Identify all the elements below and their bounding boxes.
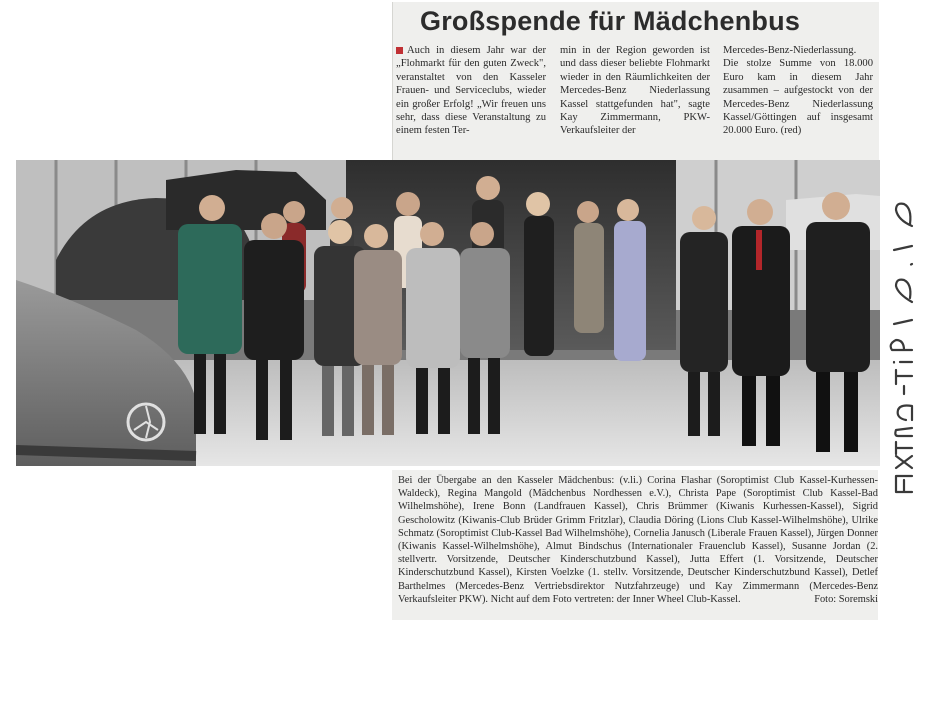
article-column-3: Mercedes-Benz-Niederlassung. Die stolze Summe von 18.000 Euro kam in diesem Jahr zusammen – aufgestockt von der Mercedes-Benz Niederlassung Kassel/Göttingen auf insgesamt 20.000 Euro. (red) (723, 45, 873, 137)
article-column-2: min in der Region geworden ist und dass dieser beliebte Flohmarkt wieder in den Räumlichkeiten der Mercedes-Benz Niederlassung Kassel stattgefunden hat", sagte Kay Zimmermann, PKW-Verkaufsleiter der (560, 45, 710, 137)
article-column-1-text: Auch in diesem Jahr war der „Flohmarkt für den guten Zweck", veranstaltet von den Kasseler Frauen- und Serviceclubs, wieder ein großer Erfolg! „Wir freuen uns sehr, dass diese Veranstaltung zu einem festen Ter- (396, 45, 546, 137)
photo-credit: Foto: Soremski (814, 593, 878, 605)
article-marker-icon (396, 47, 403, 54)
photo-caption (398, 474, 878, 606)
group-photo-illustration (16, 160, 880, 466)
handwritten-source-note (882, 180, 928, 500)
photo-caption-text: Bei der Übergabe an den Kasseler Mädchenbus: (v.li.) Corina Flashar (Soroptimist Club Kassel-Kurhessen-Waldeck), Regina Mangold (Mädchenbus Nordhessen e.V.), Christa Pape (Soroptimist Club Kassel-Bad Wilhelmshöhe), Irene Bonn (Landfrauen Kassel), Chris Brümmer (Kiwanis Kurhessen-Kassel), Sigrid Gescholowitz (Kiwanis-Club Brüder Grimm Fritzlar), Claudia Döring (Lions Club Kassel-Wilhelmshöhe), Ulrike Schmatz (Soroptimist Club-Kassel Bad Wilhelmshöhe), Cornelia Janusch (Liberale Frauen Kassel), Jürgen Donner (Kiwanis Kassel-Wilhelmshöhe), Almut Bindschus (Internationaler Frauenclub Kassel), Susanne Jordan (2. stellvertr. Vorsitzende, Deutscher Kinderschutzbund Kassel), Jutta Effert (1. Vorsitzende, Deutscher Kinderschutzbund Kassel), Kirsten Voelzke (1. stellv. Vorsitzende, Deutscher Kinderschutzbund Kassel), Detlef Barthelmes (Mercedes-Benz Vertriebsdirektor Nutzfahrzeuge) und Kay Zimmermann (Mercedes-Benz Verkaufsleiter PKW). Nicht auf dem Foto vertreten: der Inner Wheel Club-Kassel. (398, 475, 878, 605)
article-body (396, 44, 874, 156)
group-photo (16, 160, 880, 466)
article-column-1 (396, 44, 546, 138)
article-headline: Großspende für Mädchenbus (420, 6, 801, 36)
